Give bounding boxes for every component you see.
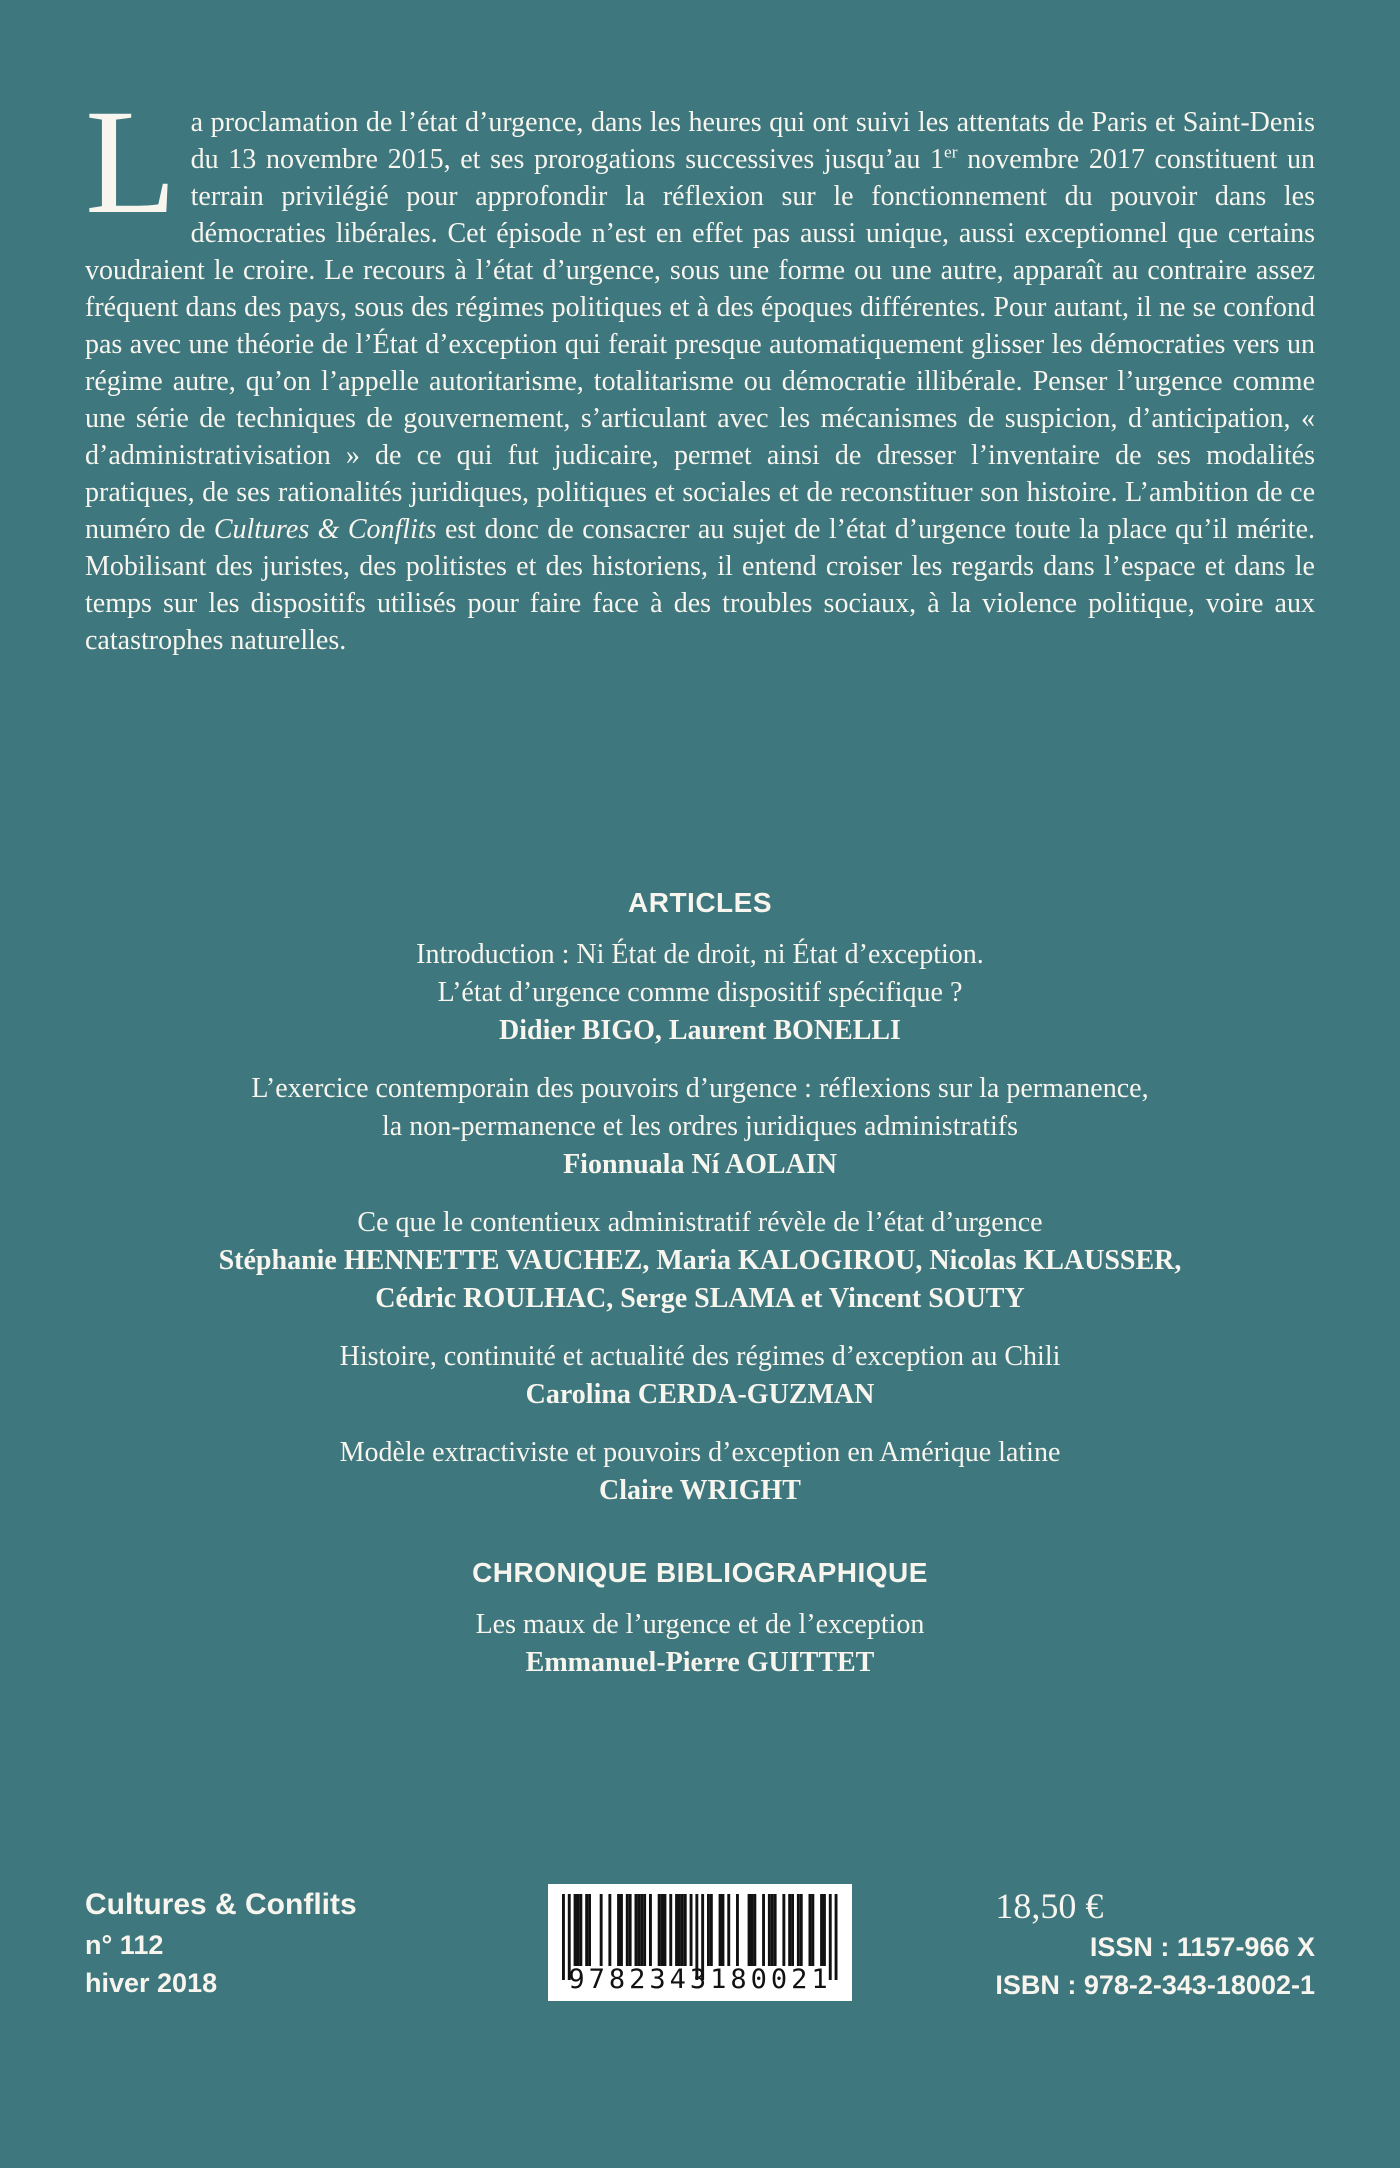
- toc-item: [85, 936, 1315, 1050]
- article-title-line: Les maux de l’urgence et de l’exception: [475, 1609, 925, 1640]
- intro-segment: er: [944, 142, 958, 162]
- article-title-line: L’état d’urgence comme dispositif spécifique ?: [437, 977, 963, 1008]
- article-authors-line: Cédric ROULHAC, Serge SLAMA et Vincent SOUTY: [375, 1283, 1025, 1314]
- barcode: [548, 1884, 852, 2001]
- journal-title: Cultures & Conflits: [85, 1888, 357, 1921]
- issn: ISSN : 1157-966 X: [1089, 1932, 1315, 1962]
- journal-info: [85, 1884, 548, 2002]
- article-authors-line: Carolina CERDA-GUZMAN: [525, 1379, 875, 1410]
- price: 18,50 €: [995, 1886, 1104, 1926]
- articles-heading: ARTICLES: [628, 887, 772, 918]
- article-title-line: la non-permanence et les ordres juridiques administratifs: [381, 1111, 1018, 1142]
- article-title-line: Modèle extractiviste et pouvoirs d’exception en Amérique latine: [339, 1437, 1061, 1468]
- toc-item: [85, 1434, 1315, 1510]
- chronique-list: [85, 1606, 1315, 1682]
- article-authors-line: Didier BIGO, Laurent BONELLI: [499, 1015, 901, 1046]
- intro-segment: a proclamation de l’état d’urgence, dans les heures qui ont suivi les attentats de Paris et Saint-Denis du 13 novembre 2015, et ses prorogations successives jusqu’au 1: [190, 107, 1315, 175]
- article-authors-line: Emmanuel-Pierre GUITTET: [525, 1647, 875, 1678]
- toc-item: [85, 1606, 1315, 1682]
- intro-segment: novembre 2017 constituent un terrain privilégié pour approfondir la réflexion sur le fonctionnement du pouvoir dans les démocraties libérales. Cet épisode n’est en effet pas aussi unique, aussi exceptionnel que certains voudraient le croire. Le recours à l’état d’urgence, sous une forme ou une autre, apparaît au contraire assez fréquent dans des pays, sous des régimes politiques et à des époques différentes. Pour autant, il ne se confond pas avec une théorie de l’État d’exception qui ferait presque automatiquement glisser les démocraties vers un régime autre, qu’on l’appelle autoritarisme, totalitarisme ou démocratie illibérale. Penser l’urgence comme une série de techniques de gouvernement, s’articulant avec les mécanismes de suspicion, d’anticipation, « d’administrativisation » de ce qui fut judicaire, permet ainsi de dresser l’inventaire de ses modalités pratiques, de ses rationalités juridiques, politiques et sociales et de reconstituer son histoire. L’ambition de ce numéro de: [85, 144, 1316, 545]
- article-authors-line: Fionnuala Ní AOLAIN: [563, 1149, 837, 1180]
- journal-issue-season: hiver 2018: [85, 1968, 218, 1998]
- isbn: ISBN : 978-2-343-18002-1: [995, 1970, 1315, 2000]
- intro-segment: Cultures & Conflits: [213, 514, 437, 545]
- intro-text: [85, 79, 1316, 656]
- table-of-contents: [85, 886, 1315, 1702]
- price-block: [995, 1884, 1315, 2004]
- articles-list: [85, 936, 1315, 1510]
- footer: [85, 1884, 1315, 2004]
- intro-segment: est donc de consacrer au sujet de l’état d’urgence toute la place qu’il mérite. Mobilisant des juristes, des politistes et des historiens, il entend croiser les regards dans l’espace et dans le temps sur les dispositifs utilisés pour faire face à des troubles sociaux, à la violence politique, voire aux catastrophes naturelles.: [85, 514, 1315, 656]
- dropcap-letter: L: [85, 79, 177, 245]
- article-title-line: Ce que le contentieux administratif révèle de l’état d’urgence: [357, 1207, 1043, 1238]
- toc-item: [85, 1204, 1315, 1318]
- intro-paragraph: [85, 79, 1316, 659]
- article-title-line: Introduction : Ni État de droit, ni État d’exception.: [416, 939, 984, 970]
- article-authors-line: Claire WRIGHT: [599, 1475, 801, 1506]
- article-authors-line: Stéphanie HENNETTE VAUCHEZ, Maria KALOGIROU, Nicolas KLAUSSER,: [218, 1245, 1182, 1276]
- article-title-line: Histoire, continuité et actualité des régimes d’exception au Chili: [339, 1341, 1061, 1372]
- toc-item: [85, 1338, 1315, 1414]
- chronique-heading: CHRONIQUE BIBLIOGRAPHIQUE: [472, 1557, 928, 1588]
- toc-item: [85, 1070, 1315, 1184]
- pricing-info: [852, 1884, 1315, 2004]
- journal-issue-number: n° 112: [85, 1930, 164, 1960]
- barcode-number: 9782343180021: [568, 1964, 832, 1995]
- article-title-line: L’exercice contemporain des pouvoirs d’urgence : réflexions sur la permanence,: [251, 1073, 1149, 1104]
